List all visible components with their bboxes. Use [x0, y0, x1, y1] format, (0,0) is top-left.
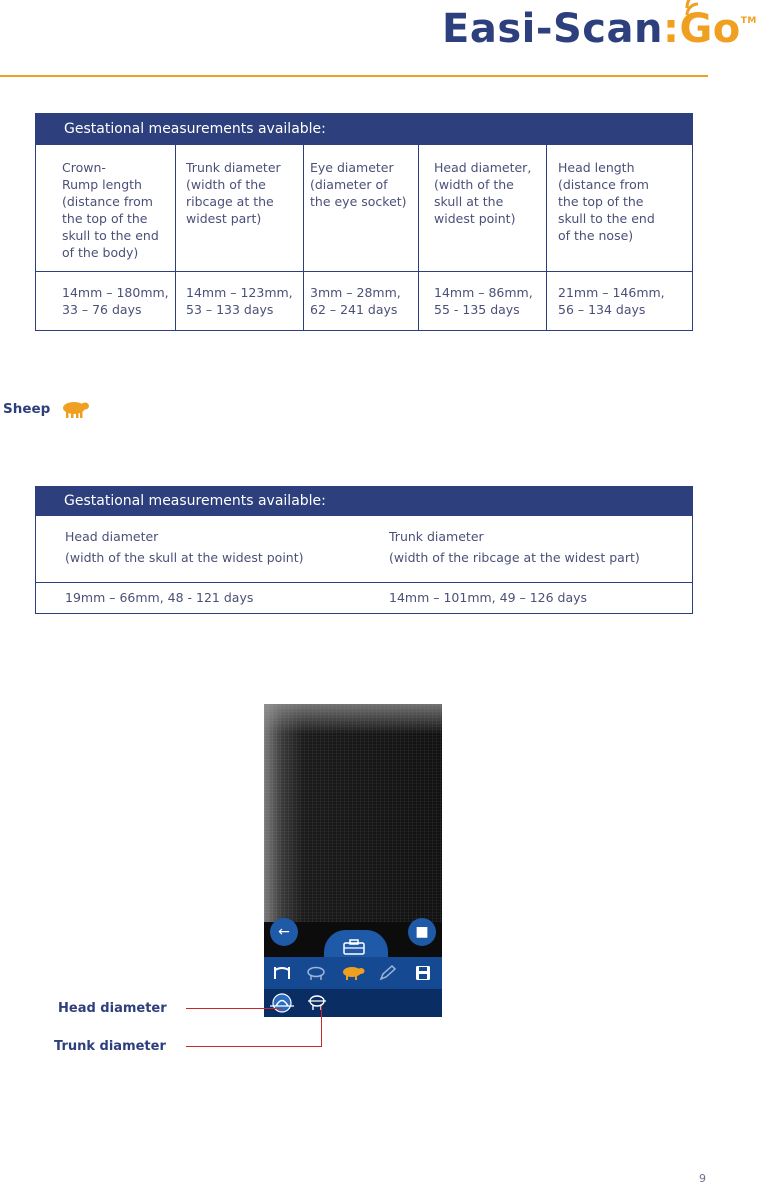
section-title: Sheep [3, 401, 51, 417]
callout-trunk-diameter: Trunk diameter [54, 1039, 166, 1054]
brand-logo: Easi-Scan:Go™ [442, 6, 757, 52]
stop-icon[interactable]: ■ [408, 918, 436, 946]
sheep-icon[interactable] [341, 965, 365, 981]
table-header: Gestational measurements available: [36, 114, 692, 145]
table-divider [303, 145, 304, 330]
callout-head-diameter: Head diameter [58, 1001, 167, 1016]
table-divider [418, 145, 419, 330]
head-diameter-icon[interactable] [268, 992, 296, 1014]
page-number: 9 [699, 1172, 706, 1185]
table-cell-label: Head length (distance from the top of the skull to the end of the nose) [558, 160, 655, 243]
wifi-icon [683, 2, 713, 26]
pencil-icon[interactable] [379, 965, 397, 981]
table-cell-label: Head diameter, (width of the skull at the widest point) [434, 160, 532, 226]
table-cell-label: Eye diameter (diameter of the eye socket) [310, 160, 407, 209]
table-cell-value: 14mm – 180mm, 33 – 76 days [62, 285, 169, 317]
table-header: Gestational measurements available: [36, 487, 692, 516]
table-divider [546, 145, 547, 330]
table-cell-label: Trunk diameter (width of the ribcage at the widest part) [186, 160, 281, 226]
trunk-diameter-icon[interactable] [304, 992, 330, 1014]
sheep-icon [60, 399, 90, 419]
callout-line [186, 1008, 282, 1009]
table-label-row [36, 145, 692, 272]
table-cell-value: 21mm – 146mm, 56 – 134 days [558, 285, 665, 317]
table-cell-value: 14mm – 123mm, 53 – 133 days [186, 285, 293, 317]
table-cell-value: 3mm – 28mm, 62 – 241 days [310, 285, 401, 317]
toolbox-icon[interactable] [343, 939, 365, 955]
table-cell-label: Head diameter [65, 529, 159, 544]
table-cell-label: Trunk diameter [389, 529, 484, 544]
cow-icon[interactable] [272, 965, 292, 981]
cow-outline-icon[interactable] [306, 965, 328, 981]
device-screen [264, 704, 442, 1017]
table-cell-sublabel: (width of the skull at the widest point) [65, 550, 304, 565]
table-cell-value: 14mm – 101mm, 49 – 126 days [389, 590, 588, 605]
table-cell-sublabel: (width of the ribcage at the widest part) [389, 550, 640, 565]
measurements-table-2 [35, 486, 693, 614]
callout-line [186, 1046, 322, 1047]
table-cell-value: 19mm – 66mm, 48 - 121 days [65, 590, 254, 605]
table-value-row [36, 271, 692, 330]
table-value-row [36, 582, 692, 613]
header-rule [0, 75, 708, 77]
ultrasound-image [264, 704, 442, 922]
save-icon[interactable] [415, 965, 431, 981]
ultrasound-image-top [264, 704, 442, 734]
measurements-table-1 [35, 113, 693, 331]
back-arrow-icon[interactable]: ← [270, 918, 298, 946]
table-label-row [36, 516, 692, 583]
table-cell-label: Crown- Rump length (distance from the top of the skull to the end of the body) [62, 160, 159, 260]
callout-line [321, 1006, 322, 1047]
table-cell-value: 14mm – 86mm, 55 - 135 days [434, 285, 533, 317]
table-divider [175, 145, 176, 330]
